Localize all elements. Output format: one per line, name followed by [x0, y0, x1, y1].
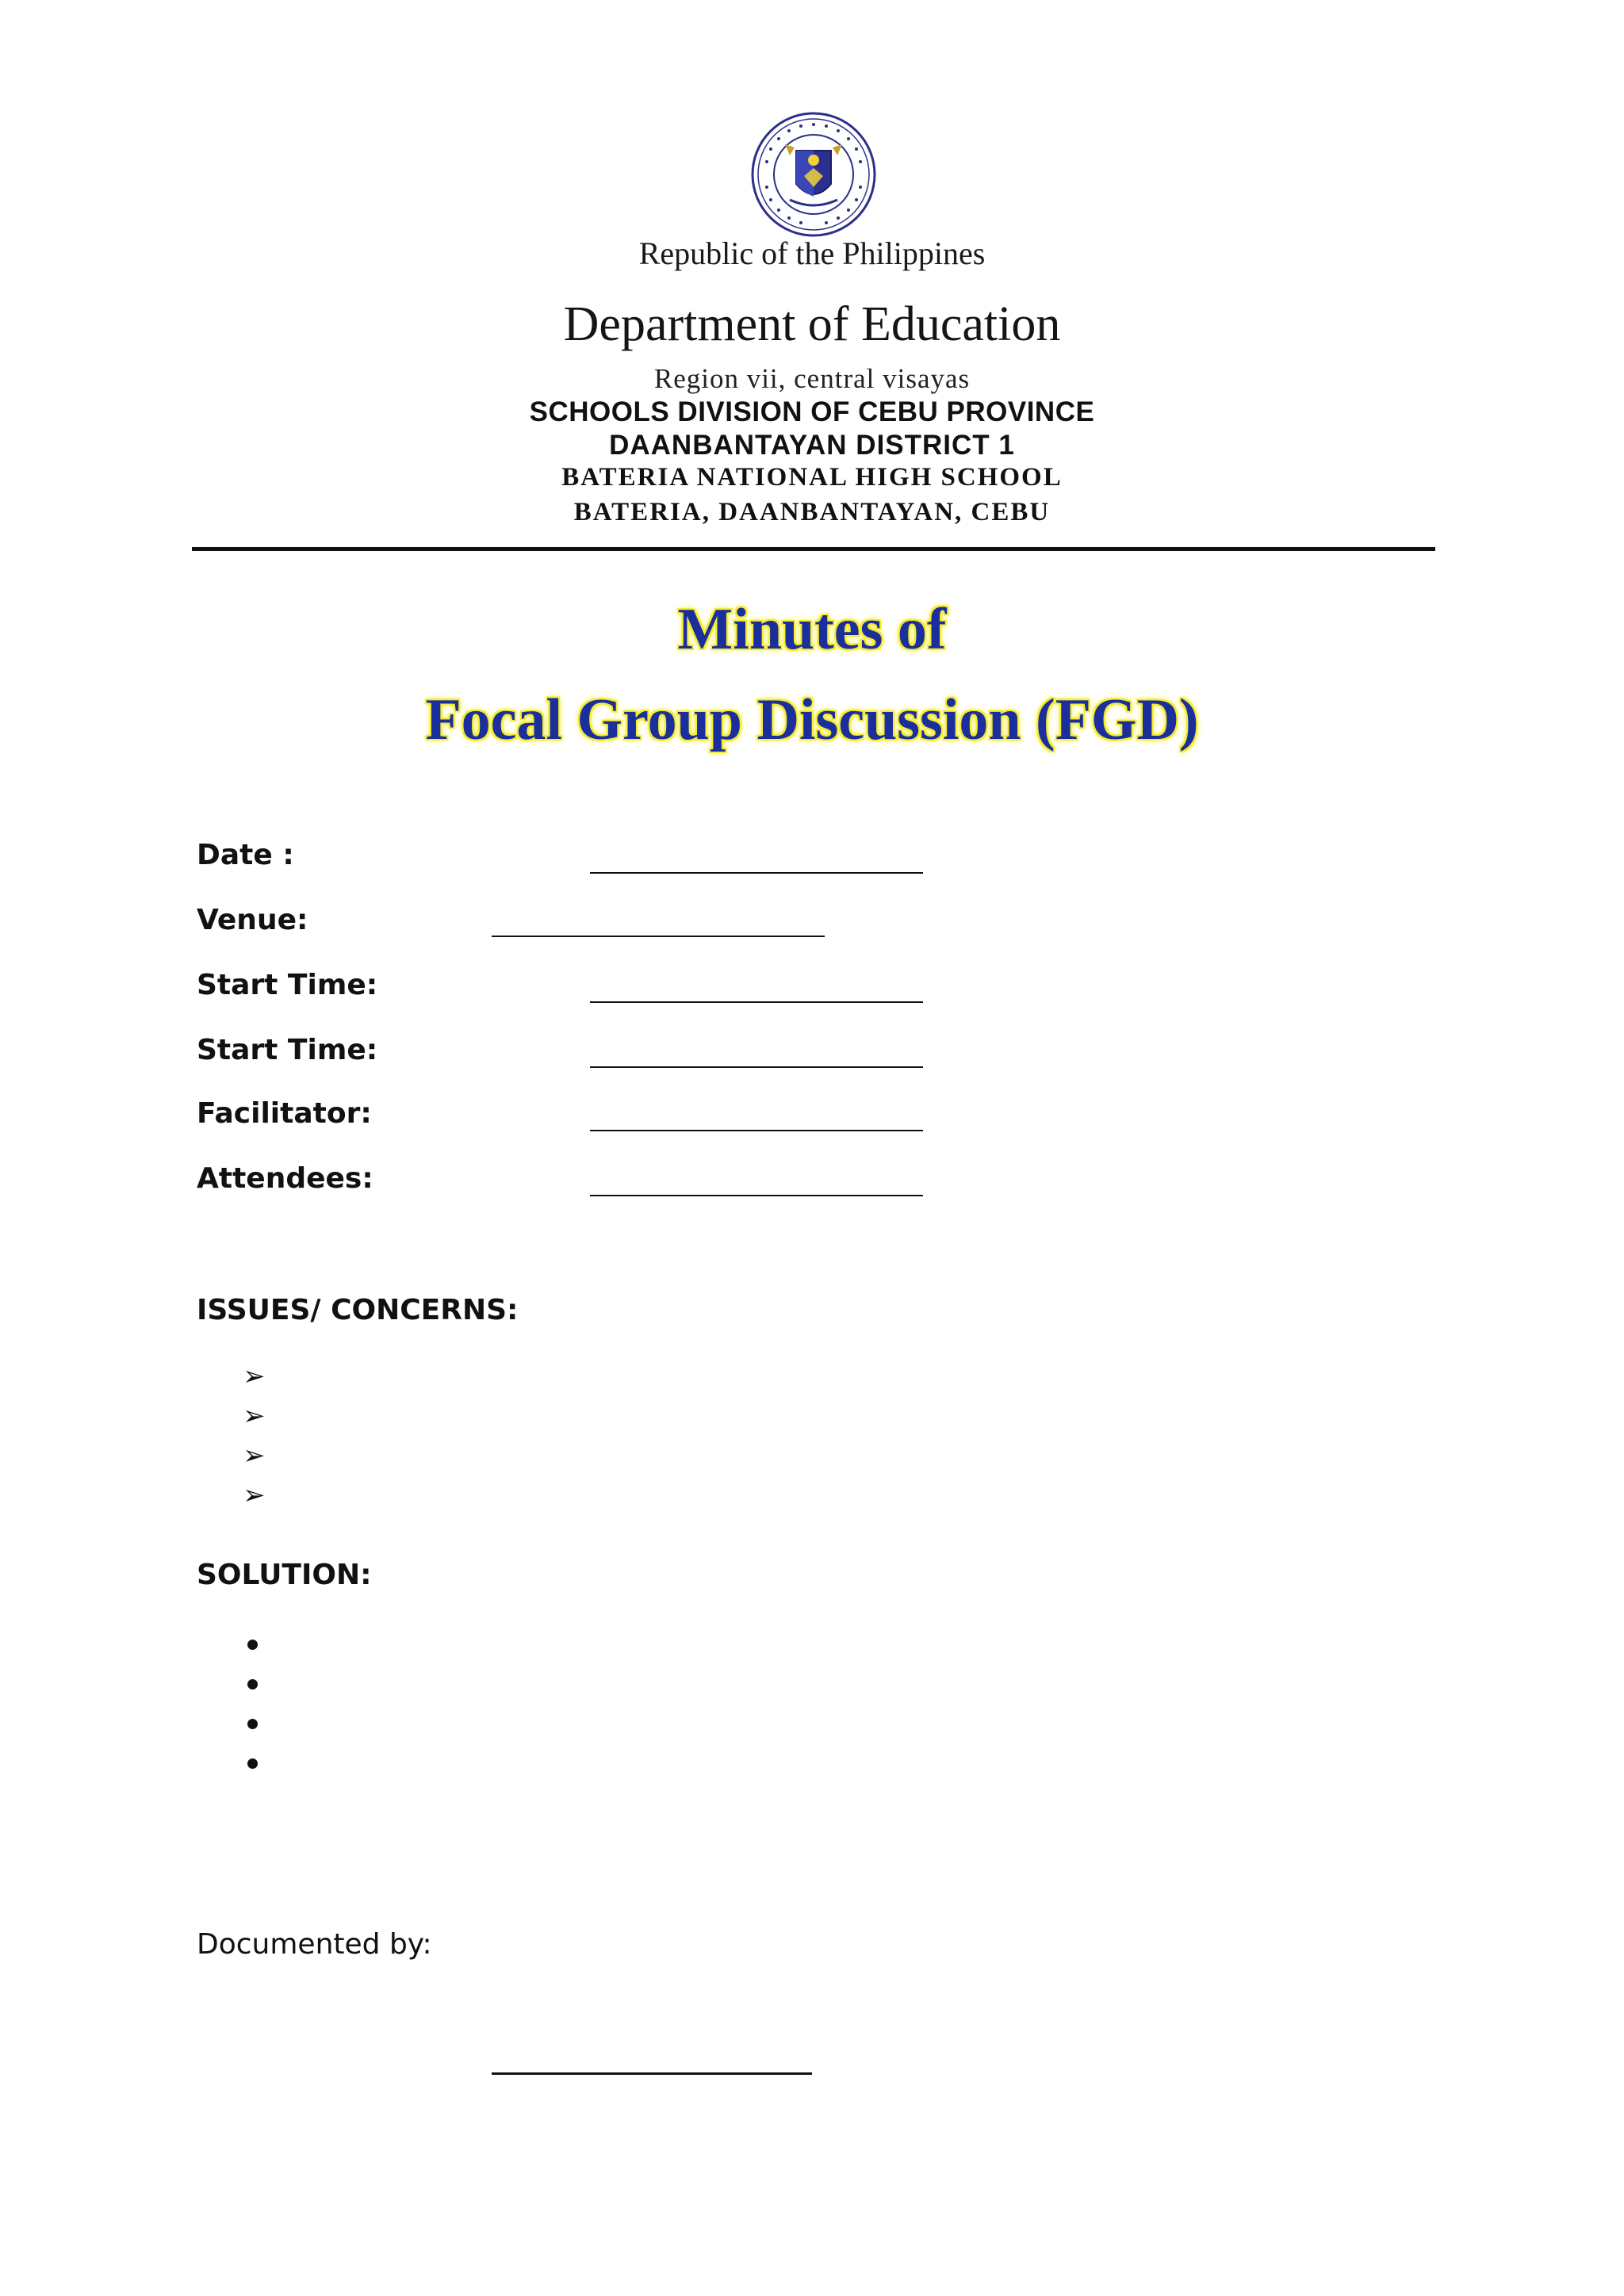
solution-bullet-icon [247, 1640, 258, 1650]
republic-line: Republic of the Philippines [638, 235, 986, 271]
facilitator-field[interactable] [590, 1130, 923, 1131]
start-time-label-2: Start Time: [197, 1034, 378, 1066]
documented-by-label: Documented by: [197, 1928, 432, 1961]
venue-field[interactable] [492, 936, 825, 937]
date-field[interactable] [590, 872, 923, 874]
school-name: BATERIA NATIONAL HIGH SCHOOL [561, 463, 1063, 492]
start-time-label: Start Time: [197, 969, 378, 1001]
solution-heading: SOLUTION: [197, 1559, 372, 1591]
issue-item-arrow-icon: ➢ [243, 1440, 266, 1471]
school-address: BATERIA, DAANBANTAYAN, CEBU [573, 498, 1051, 526]
department-title: Department of Education [563, 297, 1061, 351]
start-time-field[interactable] [590, 1001, 923, 1003]
venue-label: Venue: [197, 904, 308, 936]
attendees-field[interactable] [590, 1195, 923, 1196]
issue-item-arrow-icon: ➢ [243, 1360, 266, 1392]
document-title-line-1: Minutes of [677, 597, 947, 662]
district-line: DAANBANTAYAN DISTRICT 1 [609, 430, 1015, 461]
attendees-label: Attendees: [197, 1162, 373, 1195]
issues-heading: ISSUES/ CONCERNS: [197, 1294, 519, 1326]
signature-line[interactable] [492, 2072, 812, 2075]
issue-item-arrow-icon: ➢ [243, 1400, 266, 1432]
header-divider [192, 547, 1435, 551]
document-title-line-2: Focal Group Discussion (FGD) [425, 687, 1199, 752]
region-line: Region vii, central visayas [653, 363, 971, 394]
date-label: Date : [197, 839, 294, 871]
facilitator-label: Facilitator: [197, 1097, 372, 1130]
division-line: SCHOOLS DIVISION OF CEBU PROVINCE [529, 396, 1095, 427]
issue-item-arrow-icon: ➢ [243, 1479, 266, 1511]
solution-bullet-icon [247, 1758, 258, 1769]
deped-seal-icon [750, 111, 877, 238]
solution-bullet-icon [247, 1719, 258, 1729]
start-time-field-2[interactable] [590, 1066, 923, 1068]
solution-bullet-icon [247, 1679, 258, 1689]
